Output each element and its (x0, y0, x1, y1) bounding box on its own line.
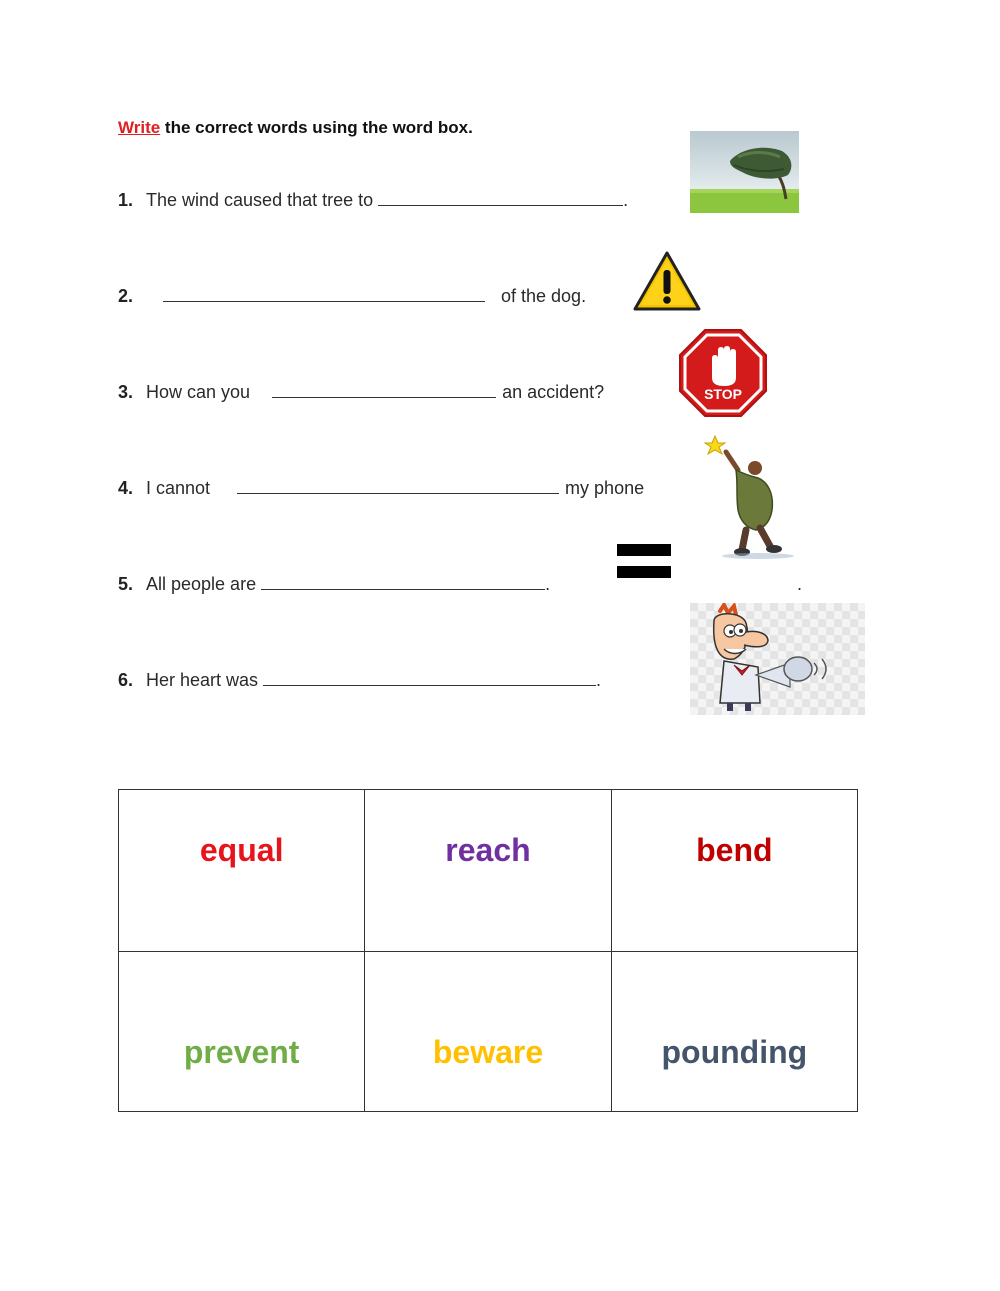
question-text-before: Her heart was (146, 670, 264, 690)
stop-sign-icon (678, 328, 768, 423)
question-text-before: The wind caused that tree to (146, 190, 379, 210)
question-text-before: How can you (146, 382, 251, 402)
question-number: 3. (118, 382, 134, 402)
word-cell (119, 952, 365, 1112)
instruction-text: the correct words using the word box. (160, 118, 473, 137)
question-text-before: All people are (146, 574, 262, 594)
question-text-after: . (623, 190, 629, 210)
answer-blank[interactable] (163, 287, 485, 302)
word-equal: equal (199, 832, 284, 868)
reaching-man-icon (698, 430, 800, 565)
question-2 (118, 286, 586, 307)
question-4 (118, 478, 644, 499)
word-cell (365, 790, 611, 952)
pounding-heart-man-icon (690, 603, 865, 720)
question-1 (118, 190, 628, 211)
word-prevent: prevent (183, 1034, 300, 1070)
question-number: 1. (118, 190, 134, 210)
question-text-after: . (596, 670, 602, 690)
question-5 (118, 574, 550, 595)
question-number: 6. (118, 670, 134, 690)
answer-blank[interactable] (237, 479, 559, 494)
question-text-after: of the dog. (501, 286, 587, 306)
instruction (118, 118, 473, 138)
question-number: 2. (118, 286, 134, 306)
question-3 (118, 382, 604, 403)
question-text-after: my phone (565, 478, 645, 498)
question-text-before: I cannot (146, 478, 211, 498)
question-number: 4. (118, 478, 134, 498)
bent-tree-icon (690, 131, 799, 218)
word-cell (365, 952, 611, 1112)
word-beware: beware (432, 1034, 544, 1070)
answer-blank[interactable] (378, 191, 623, 206)
word-cell (119, 790, 365, 952)
word-reach: reach (445, 832, 531, 868)
question-text-after: an accident? (502, 382, 605, 402)
word-pounding: pounding (661, 1034, 808, 1070)
word-cell (611, 790, 857, 952)
warning-sign-icon (632, 250, 702, 317)
question-number: 5. (118, 574, 134, 594)
instruction-verb: Write (118, 118, 161, 137)
question-6 (118, 670, 601, 691)
equals-sign-icon (617, 544, 671, 585)
answer-blank[interactable] (272, 383, 496, 398)
stop-sign-text: STOP (704, 386, 742, 402)
answer-blank[interactable] (261, 575, 545, 590)
word-cell (611, 952, 857, 1112)
question-text-after: . (545, 574, 551, 594)
answer-blank[interactable] (263, 671, 596, 686)
trailing-period: . (797, 574, 803, 594)
word-bend: bend (696, 832, 773, 868)
word-box (118, 789, 858, 1112)
